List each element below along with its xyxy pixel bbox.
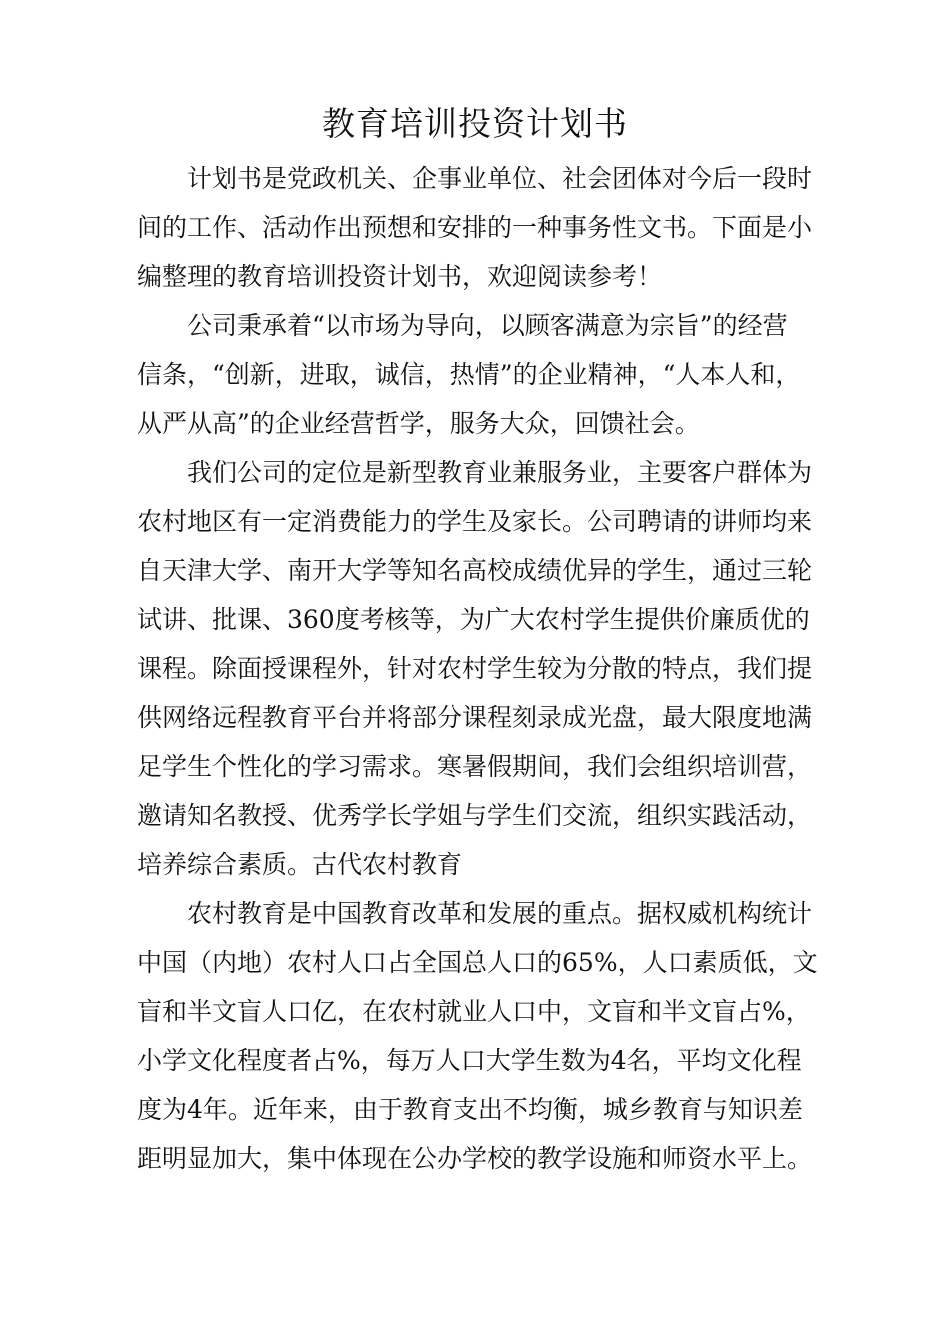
paragraph-line: 编整理的教育培训投资计划书，欢迎阅读参考！ <box>137 262 663 291</box>
paragraph-intro <box>137 154 837 301</box>
paragraph-line: 农村教育是中国教育改革和发展的重点。据权威机构统计 <box>187 899 813 928</box>
paragraph-positioning <box>137 448 837 889</box>
paragraph-line: 邀请知名教授、优秀学长学姐与学生们交流，组织实践活动， <box>137 801 813 830</box>
paragraph-line: 中国（内地）农村人口占全国总人口的65%，人口素质低，文 <box>137 948 818 977</box>
paragraph-line: 足学生个性化的学习需求。寒暑假期间，我们会组织培训营， <box>137 752 813 781</box>
paragraph-line: 度为4年。近年来，由于教育支出不均衡，城乡教育与知识差 <box>137 1095 803 1124</box>
document-body <box>137 154 837 1183</box>
paragraph-line: 农村地区有一定消费能力的学生及家长。公司聘请的讲师均来 <box>137 507 813 536</box>
paragraph-philosophy <box>137 301 837 448</box>
paragraph-line: 盲和半文盲人口亿，在农村就业人口中，文盲和半文盲占%， <box>137 997 811 1026</box>
paragraph-line: 供网络远程教育平台并将部分课程刻录成光盘，最大限度地满 <box>137 703 813 732</box>
paragraph-line: 课程。除面授课程外，针对农村学生较为分散的特点，我们提 <box>137 654 813 683</box>
paragraph-line: 小学文化程度者占%，每万人口大学生数为4名，平均文化程 <box>137 1046 802 1075</box>
document-title: 教育培训投资计划书 <box>322 104 628 143</box>
paragraph-line: 培养综合素质。古代农村教育 <box>137 850 463 879</box>
paragraph-line: 自天津大学、南开大学等知名高校成绩优异的学生，通过三轮 <box>137 556 813 585</box>
paragraph-line: 距明显加大，集中体现在公办学校的教学设施和师资水平上。 <box>137 1144 813 1173</box>
paragraph-line: 我们公司的定位是新型教育业兼服务业，主要客户群体为 <box>187 458 813 487</box>
paragraph-line: 从严从高”的企业经营哲学，服务大众，回馈社会。 <box>137 409 700 438</box>
paragraph-line: 计划书是党政机关、企事业单位、社会团体对今后一段时 <box>187 164 813 193</box>
paragraph-line: 公司秉承着“以市场为导向，以顾客满意为宗旨”的经营 <box>187 311 788 340</box>
paragraph-line: 试讲、批课、360度考核等，为广大农村学生提供价廉质优的 <box>137 605 810 634</box>
paragraph-line: 间的工作、活动作出预想和安排的一种事务性文书。下面是小 <box>137 213 813 242</box>
paragraph-line: 信条，“创新，进取，诚信，热情”的企业精神，“人本人和， <box>137 360 801 389</box>
paragraph-rural-education <box>137 889 837 1183</box>
